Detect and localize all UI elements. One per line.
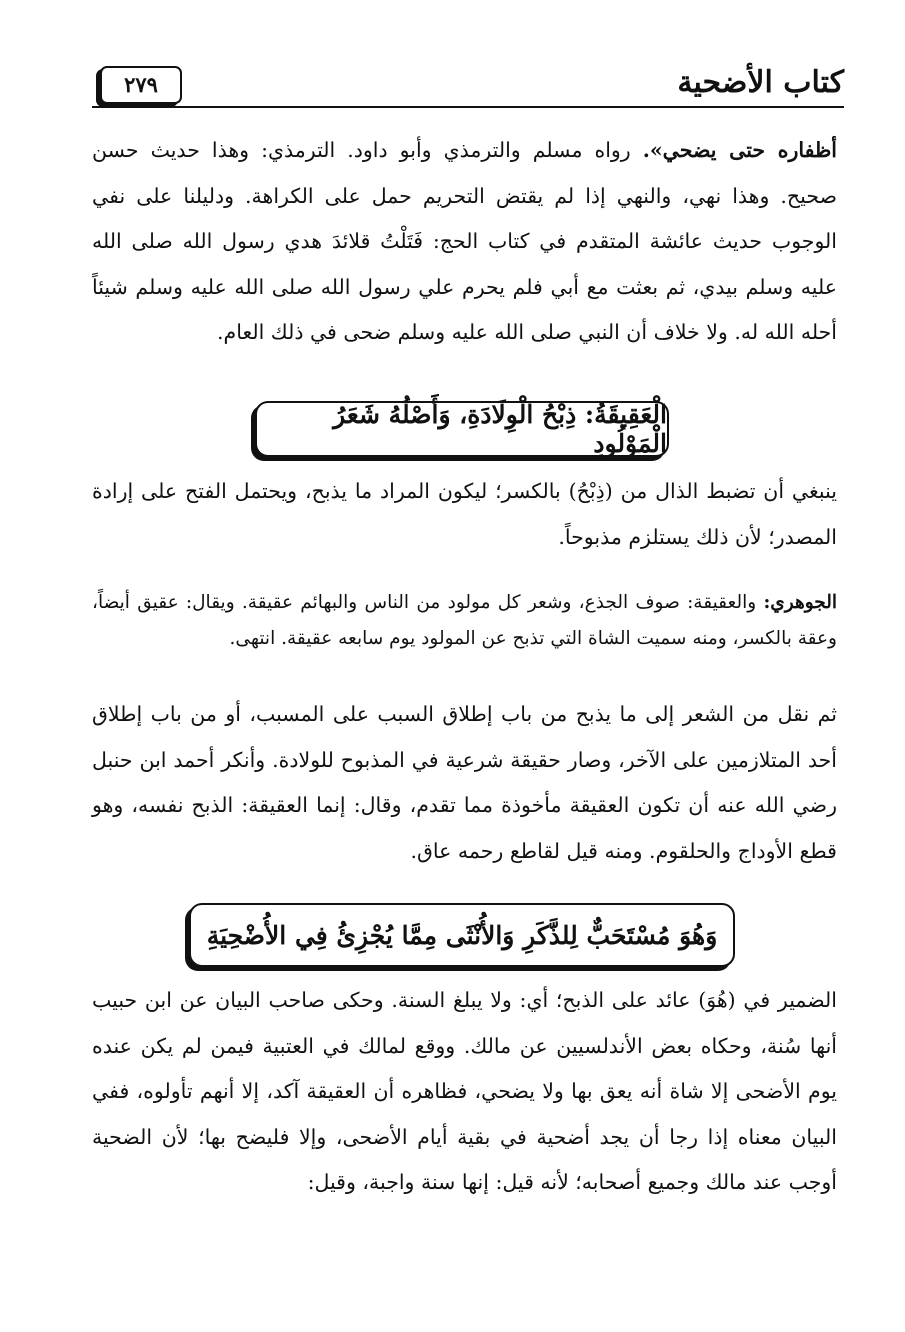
paragraph-1 [92,128,837,356]
page-number: ٢٧٩ [100,66,182,104]
paragraph-1-text: رواه مسلم والترمذي وأبو داود. الترمذي: وهذا حديث حسن صحيح. وهذا نهي، والنهي إذا لم يقتض التحريم حمل على الكراهة. ودليلنا على نفي الوجوب حديث عائشة المتقدم في كتاب الحج: فَتَلْتُ قلائدَ هدي رسول الله صلى الله عليه وسلم بيدي، ثم بعثت مع أبي فلم يحرم علي رسول الله صلى الله عليه وسلم شيئاً أحله الله له. ولا خلاف أن النبي صلى الله عليه وسلم ضحى في ذلك العام. [92,138,837,344]
paragraph-3-text: والعقيقة: صوف الجذع، وشعر كل مولود من الناس والبهائم عقيقة. ويقال: عقيق أيضاً، وعقة بالكسر، ومنه سميت الشاة التي تذبح عن المولود يوم سابعه عقيقة. انتهى. [92,592,837,649]
book-title: كتاب الأضحية [677,65,844,100]
aqiqa-heading-text: الْعَقِيقَةُ: ذِبْحُ الْوِلَادَةِ، وَأَصْلُهُ شَعَرُ الْمَوْلُودِ [333,400,667,458]
paragraph-3-lead: الجوهري: [763,592,837,613]
paragraph-2: ينبغي أن تضبط الذال من (ذِبْحُ) بالكسر؛ ليكون المراد ما يذبح، ويحتمل الفتح على إرادة المصدر؛ لأن ذلك يستلزم مذبوحاً. [92,479,837,549]
paragraph-5: الضمير في (هُوَ) عائد على الذبح؛ أي: ولا يبلغ السنة. وحكى صاحب البيان عن ابن حبيب أنها سُنة، وحكاه بعض الأندلسيين عن مالك. ووقع لمالك في العتبية فيمن لم يكن عنده يوم الأضحى إلا شاة أنه يعق بها ولا يضحي، فظاهره أن العقيقة آكد، إلا أنهم تأولوه، ففي البيان معناه إذا رجا أن يجد أضحية في بقية أيام الأضحى، وإلا فليضح بها؛ لأن الضحية أوجب عند مالك وجميع أصحابه؛ لأنه قيل: إنها سنة واجبة، وقيل: [92,988,837,1194]
aqiqa-heading-box [255,401,669,457]
mustahabb-heading-text: وَهُوَ مُسْتَحَبٌّ لِلذَّكَرِ وَالأُنْثَى مِمَّا يُجْزِئُ فِي الأُضْحِيَةِ [206,920,718,950]
paragraph-4: ثم نقل من الشعر إلى ما يذبح من باب إطلاق السبب على المسبب، أو من باب إطلاق أحد المتلازمين على الآخر، وصار حقيقة شرعية في المذبوح للولادة. وأنكر أحمد ابن حنبل رضي الله عنه أن تكون العقيقة مأخوذة مما تقدم، وقال: إنما العقيقة: الذبح نفسه، وهو قطع الأوداج والحلقوم. ومنه قيل لقاطع رحمه عاق. [92,702,837,863]
running-header [92,62,844,108]
paragraph-3 [92,585,837,657]
mustahabb-heading-box [189,903,735,967]
header-rule [92,106,844,108]
paragraph-1-lead: أظفاره حتى يضحي». [642,138,837,162]
